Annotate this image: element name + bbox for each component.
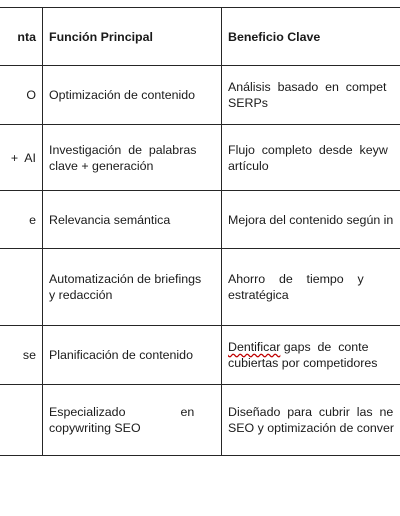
cell-tool	[0, 249, 43, 326]
cell-tool: e	[0, 191, 43, 249]
cell-text-line: estratégica	[228, 288, 289, 302]
spellcheck-flagged-word: Dentificar	[228, 340, 281, 354]
cell-function	[43, 66, 222, 125]
cell-text-line: SERPs	[228, 96, 268, 110]
table-row	[0, 66, 400, 125]
header-main-function: Función Principal	[43, 8, 222, 66]
table-row	[0, 326, 400, 385]
cell-function	[43, 326, 222, 385]
cell-text-line: Automatización de briefings	[49, 272, 202, 286]
header-key-benefit: Beneficio Clave	[222, 8, 400, 66]
cell-text-line: copywriting SEO	[49, 421, 141, 435]
cell-function	[43, 191, 222, 249]
cell-benefit	[222, 326, 400, 385]
cell-text-line: cubiertas por competidores	[228, 356, 378, 370]
cell-benefit	[222, 66, 400, 125]
cell-text-line: Especializado en	[49, 405, 195, 419]
cell-text-line	[228, 339, 400, 355]
header-tool: nta	[0, 8, 43, 66]
cell-benefit	[222, 125, 400, 191]
cell-text-line: Investigación de palabras	[49, 142, 197, 157]
cell-function	[43, 385, 222, 456]
cell-benefit	[222, 191, 400, 249]
table-row	[0, 125, 400, 191]
cell-text-line: Mejora del contenido según in	[228, 212, 394, 227]
cell-text-line: Optimización de contenido	[49, 88, 196, 102]
cell-tool: O	[0, 66, 43, 125]
cell-text-line: Ahorro de tiempo y	[228, 272, 364, 286]
table-row	[0, 385, 400, 456]
cell-text-line: Diseñado para cubrir las ne	[228, 405, 394, 419]
cell-tool: se	[0, 326, 43, 385]
cell-text-line: Relevancia semántica	[49, 212, 171, 227]
cell-text-line: Flujo completo desde keyw	[228, 142, 388, 157]
cell-tool: + AI	[0, 125, 43, 191]
table-header-row	[0, 8, 400, 66]
table-row	[0, 249, 400, 326]
cell-tool	[0, 385, 43, 456]
table-row	[0, 191, 400, 249]
cell-text-fragment: gaps de conte	[280, 340, 369, 354]
cell-benefit	[222, 385, 400, 456]
cell-text-line: y redacción	[49, 288, 113, 302]
cell-text-line: clave + generación	[49, 158, 154, 173]
cell-text-line: SEO y optimización de conver	[228, 421, 394, 435]
cell-text-line: Análisis basado en compet	[228, 80, 387, 94]
cell-text-line: artículo	[228, 158, 269, 173]
cell-function	[43, 249, 222, 326]
cell-benefit	[222, 249, 400, 326]
cell-text-line: Planificación de contenido	[49, 348, 193, 362]
comparison-table	[0, 7, 400, 456]
cell-function	[43, 125, 222, 191]
